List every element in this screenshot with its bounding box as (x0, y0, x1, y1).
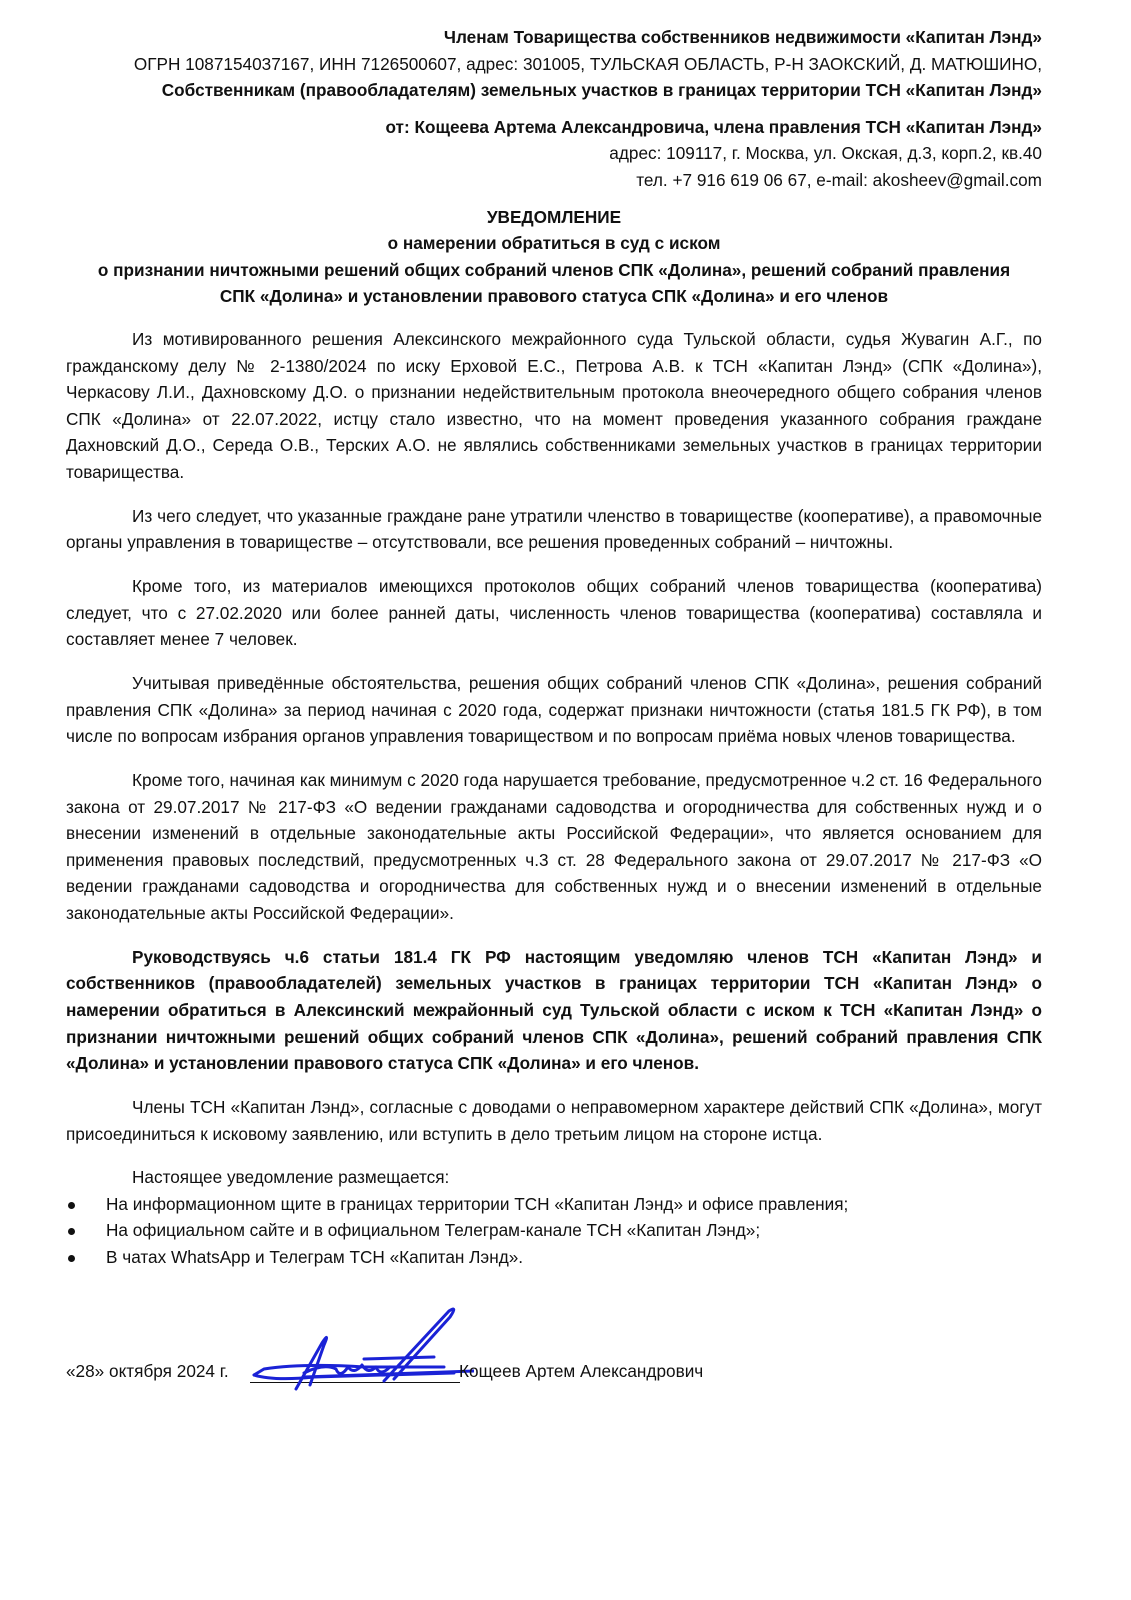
document-title (66, 204, 1042, 310)
recipient-registration-details: ОГРН 1087154037167, ИНН 7126500607, адрес: 301005, ТУЛЬСКАЯ ОБЛАСТЬ, Р-Н ЗАОКСКИЙ, Д. МАТЮШИНО, (133, 53, 1042, 74)
paragraph-court-decision: Из мотивированного решения Алексинского межрайонного суда Тульской области, судья Жувагин А.Г., по гражданскому делу № 2-1380/2024 по иску Ерховой Е.С., Петрова А.В. к ТСН «Капитан Лэнд» (СПК «Долина»), Черкасову Л.И., Дахновскому Д.О. о признании недействительным протокола внеочередного общего собрания членов СПК «Долина» от 22.07.2022, истцу стало известно, что на момент проведения указанного собрания граждане Дахновский Д.О., Середа О.В., Терских А.О. не являлись собственниками земельных участков в границах территории товарищества. (66, 328, 1042, 482)
list-item (66, 1244, 1042, 1271)
paragraph-notice-of-intent: Руководствуясь ч.6 статьи 181.4 ГК РФ настоящим уведомляю членов ТСН «Капитан Лэнд» и собственников (правообладателей) земельных участков в границах территории ТСН «Капитан Лэнд» о намерении обратиться в Алексинский межрайонный суд Тульской области с иском к ТСН «Капитан Лэнд» о признании ничтожными решений общих собраний членов СПК «Долина», решений собраний правления СПК «Долина» и установлении правового статуса СПК «Долина» и его членов. (66, 946, 1042, 1074)
document-page (66, 24, 1042, 1389)
bullet-icon (68, 1255, 75, 1262)
list-item (66, 1217, 1042, 1244)
title-subline-2: о признании ничтожными решений общих собраний членов СПК «Долина», решений собраний правления (97, 259, 1011, 280)
title-subline-1: о намерении обратиться в суд с иском (387, 233, 721, 254)
sender-name: от: Кощеева Артема Александровича, члена правления ТСН «Капитан Лэнд» (385, 116, 1042, 137)
paragraph-federal-law-violation: Кроме того, начиная как минимум с 2020 года нарушается требование, предусмотренное ч.2 ст. 16 Федерального закона от 29.07.2017 № 217-ФЗ «О ведении гражданами садоводства и огородничества для собственных нужд и о внесении изменений в отдельные законодательные акты Российской Федерации», что является основанием для применения правовых последствий, предусмотренных ч.3 ст. 28 Федерального закона от 29.07.2017 № 217-ФЗ «О ведении гражданами садоводства и огородничества для собственных нужд и о внесении изменений в отдельные законодательные акты Российской Федерации». (66, 770, 1042, 923)
paragraph-membership-loss: Из чего следует, что указанные граждане ране утратили членство в товариществе (кооперативе), а правомочные органы управления в товариществе – отсутствовали, все решения проведенных собраний – ничтожны. (66, 505, 1042, 553)
list-item (66, 1191, 1042, 1218)
bullet-icon (68, 1228, 75, 1235)
recipient-owners: Собственникам (правообладателям) земельных участков в границах территории ТСН «Капитан Лэнд» (161, 80, 1042, 101)
paragraph-nullity-signs: Учитывая приведённые обстоятельства, решения общих собраний членов СПК «Долина», решения собраний правления СПК «Долина» за период начиная с 2020 года, содержат признаки ничтожности (статья 181.5 ГК РФ), в том числе по вопросам избрания органов управления товариществом и по вопросам приёма новых членов товарищества. (66, 673, 1042, 747)
paragraph-member-count: Кроме того, из материалов имеющихся протоколов общих собраний членов товарищества (кооператива) следует, что с 27.02.2020 или более ранней даты, численность членов товарищества (кооператива) составляла и составляет менее 7 человек. (66, 576, 1042, 650)
placement-item-text: На официальном сайте и в официальном Телеграм-канале ТСН «Капитан Лэнд»; (106, 1220, 761, 1241)
signature-row (66, 1329, 1042, 1389)
title-heading: УВЕДОМЛЕНИЕ (486, 206, 622, 227)
paragraph-join-claim: Члены ТСН «Капитан Лэнд», согласные с доводами о неправомерном характере действий СПК «Долина», могут присоединиться к исковому заявлению, или вступить в дело третьим лицом на стороне истца. (66, 1096, 1042, 1144)
placement-item-text: В чатах WhatsApp и Телеграм ТСН «Капитан Лэнд». (106, 1247, 524, 1268)
signatory-name: Кощеев Артем Александрович (459, 1361, 704, 1382)
placement-item-text: На информационном щите в границах территории ТСН «Капитан Лэнд» и офисе правления; (106, 1193, 849, 1214)
bullet-icon (68, 1202, 75, 1209)
sender-contacts: тел. +7 916 619 06 67, e-mail: akosheev@gmail.com (636, 169, 1042, 190)
addressee-block (66, 24, 1042, 194)
handwritten-signature-icon (244, 1303, 474, 1403)
sender-address: адрес: 109117, г. Москва, ул. Окская, д.3, корп.2, кв.40 (609, 143, 1042, 164)
placement-intro: Настоящее уведомление размещается: (132, 1167, 450, 1188)
title-subline-3: СПК «Долина» и установлении правового статуса СПК «Долина» и его членов (219, 286, 889, 307)
recipient-members: Членам Товарищества собственников недвижимости «Капитан Лэнд» (443, 27, 1042, 47)
placement-list (66, 1191, 1042, 1271)
signature-date: «28» октября 2024 г. (66, 1361, 229, 1382)
